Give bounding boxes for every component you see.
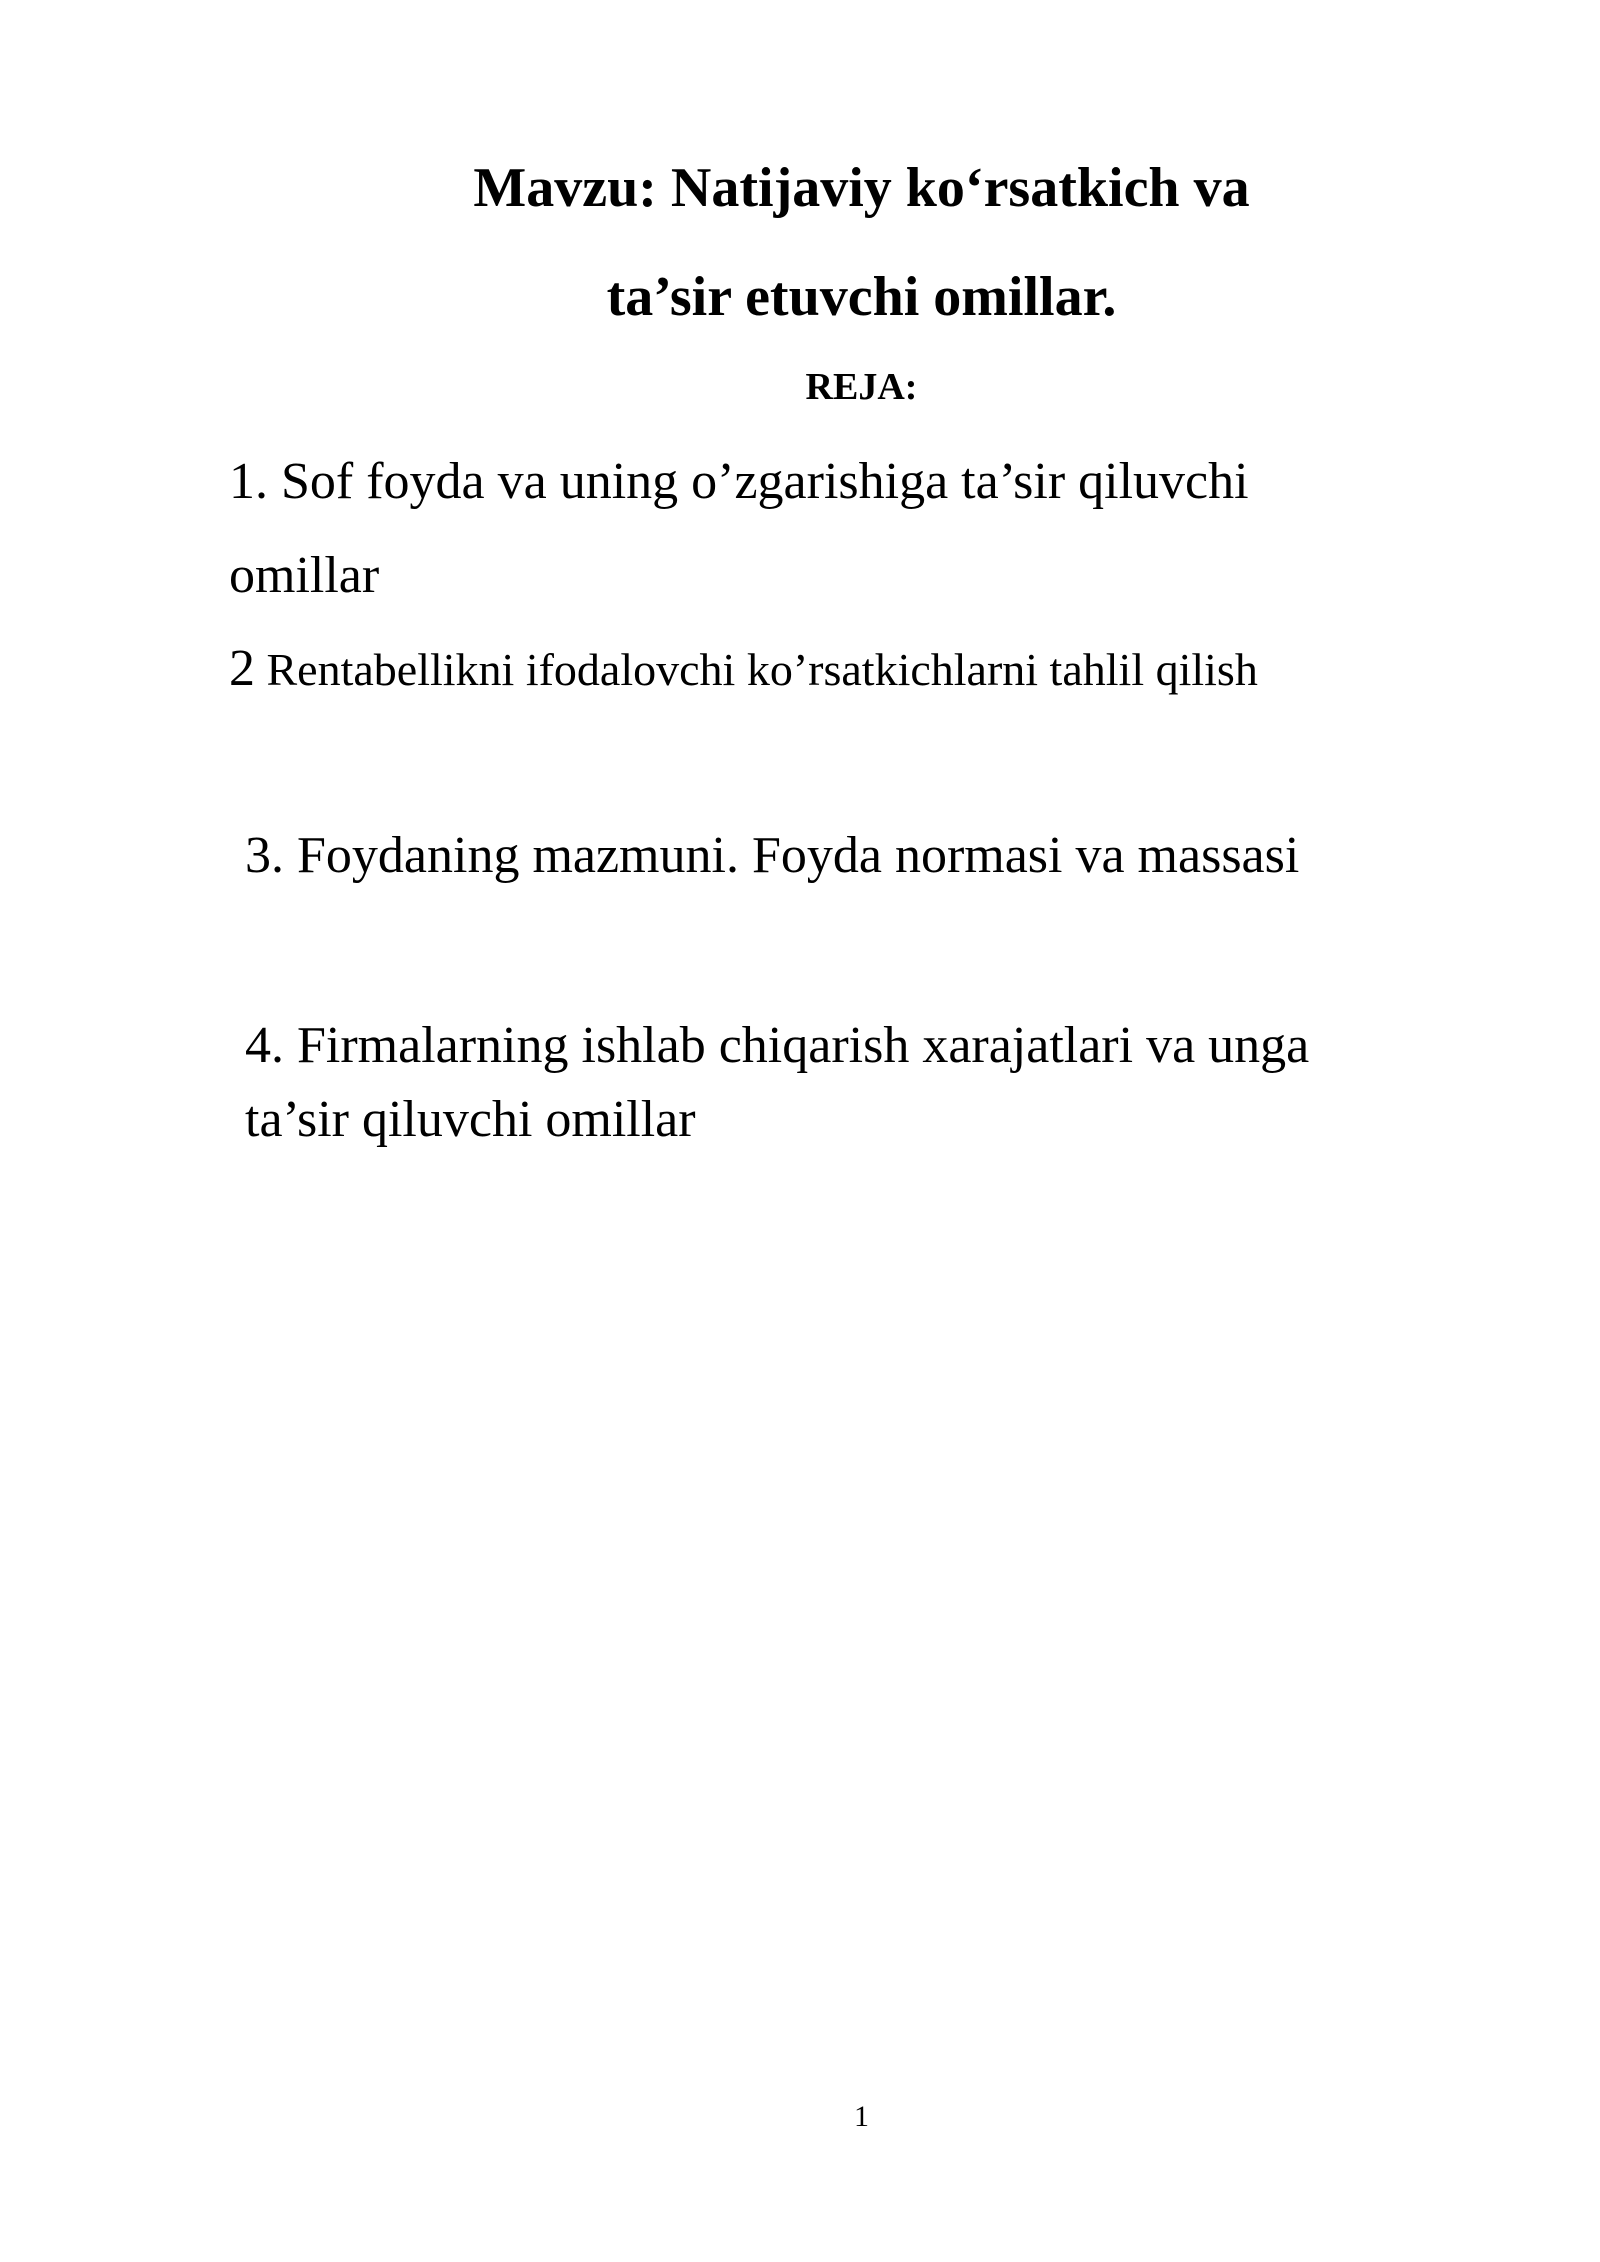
plan-item-1-line-2: omillar	[229, 547, 380, 604]
plan-item-1-line-1: 1. Sof foyda va uning o’zgarishiga ta’sir qiluvchi	[229, 453, 1249, 510]
title-line-2: ta’sir etuvchi omillar.	[606, 266, 1117, 328]
plan-item-4-line-2: ta’sir qiluvchi omillar	[245, 1091, 696, 1148]
plan-item-2-number: 2	[229, 640, 255, 697]
plan-item-2	[229, 639, 1258, 700]
plan-item-3: 3. Foydaning mazmuni. Foyda normasi va massasi	[245, 827, 1300, 884]
plan-item-4-line-1: 4. Firmalarning ishlab chiqarish xarajatlari va unga	[245, 1017, 1310, 1074]
plan-item-2-text: Rentabellikni ifodalovchi ko’rsatkichlarni tahlil qilish	[255, 644, 1258, 695]
title-line-1: Mavzu: Natijaviy ko‘rsatkich va	[473, 157, 1250, 219]
page-number: 1	[854, 2100, 869, 2133]
plan-heading: REJA:	[805, 366, 918, 408]
